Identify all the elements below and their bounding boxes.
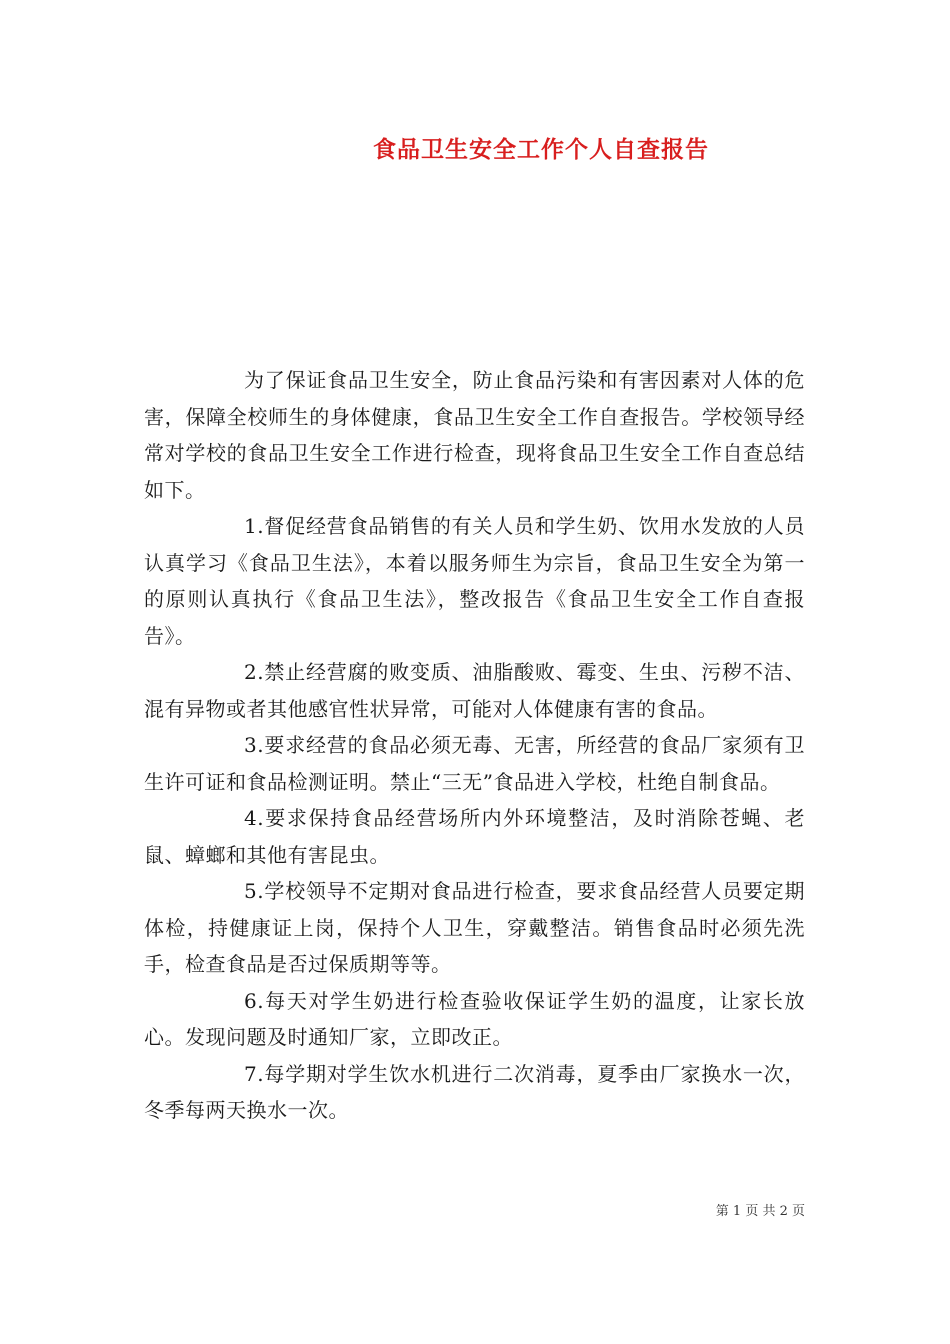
page-number: 第 1 页 共 2 页 [715, 1204, 805, 1219]
paragraph-item-1: 1.督促经营食品销售的有关人员和学生奶、饮用水发放的人员认真学习《食品卫生法》，本着以服务师生为宗旨，食品卫生安全为第一的原则认真执行《食品卫生法》，整改报告《食品卫生安全工作自查报告》。 [144, 514, 805, 648]
paragraph-item-4: 4.要求保持食品经营场所内外环境整洁，及时消除苍蝇、老鼠、蟑螂和其他有害昆虫。 [144, 806, 805, 867]
paragraph-item-7: 7.每学期对学生饮水机进行二次消毒，夏季由厂家换水一次，冬季每两天换水一次。 [144, 1061, 805, 1122]
paragraph-intro: 为了保证食品卫生安全，防止食品污染和有害因素对人体的危害，保障全校师生的身体健康，食品卫生安全工作自查报告。学校领导经常对学校的食品卫生安全工作进行检查，现将食品卫生安全工作自查总结如下。 [144, 368, 805, 502]
paragraph-item-2: 2.禁止经营腐的败变质、油脂酸败、霉变、生虫、污秽不洁、混有异物或者其他感官性状异常，可能对人体健康有害的食品。 [144, 660, 805, 721]
paragraph-item-3: 3.要求经营的食品必须无毒、无害，所经营的食品厂家须有卫生许可证和食品检测证明。禁止“三无”食品进入学校，杜绝自制食品。 [144, 733, 805, 794]
document-title: 食品卫生安全工作个人自查报告 [373, 136, 709, 163]
paragraph-item-5: 5.学校领导不定期对食品进行检查，要求食品经营人员要定期体检，持健康证上岗，保持个人卫生，穿戴整洁。销售食品时必须先洗手，检查食品是否过保质期等等。 [144, 879, 805, 976]
document-body [144, 362, 805, 1129]
paragraph-item-6: 6.每天对学生奶进行检查验收保证学生奶的温度，让家长放心。发现问题及时通知厂家，立即改正。 [144, 988, 805, 1049]
